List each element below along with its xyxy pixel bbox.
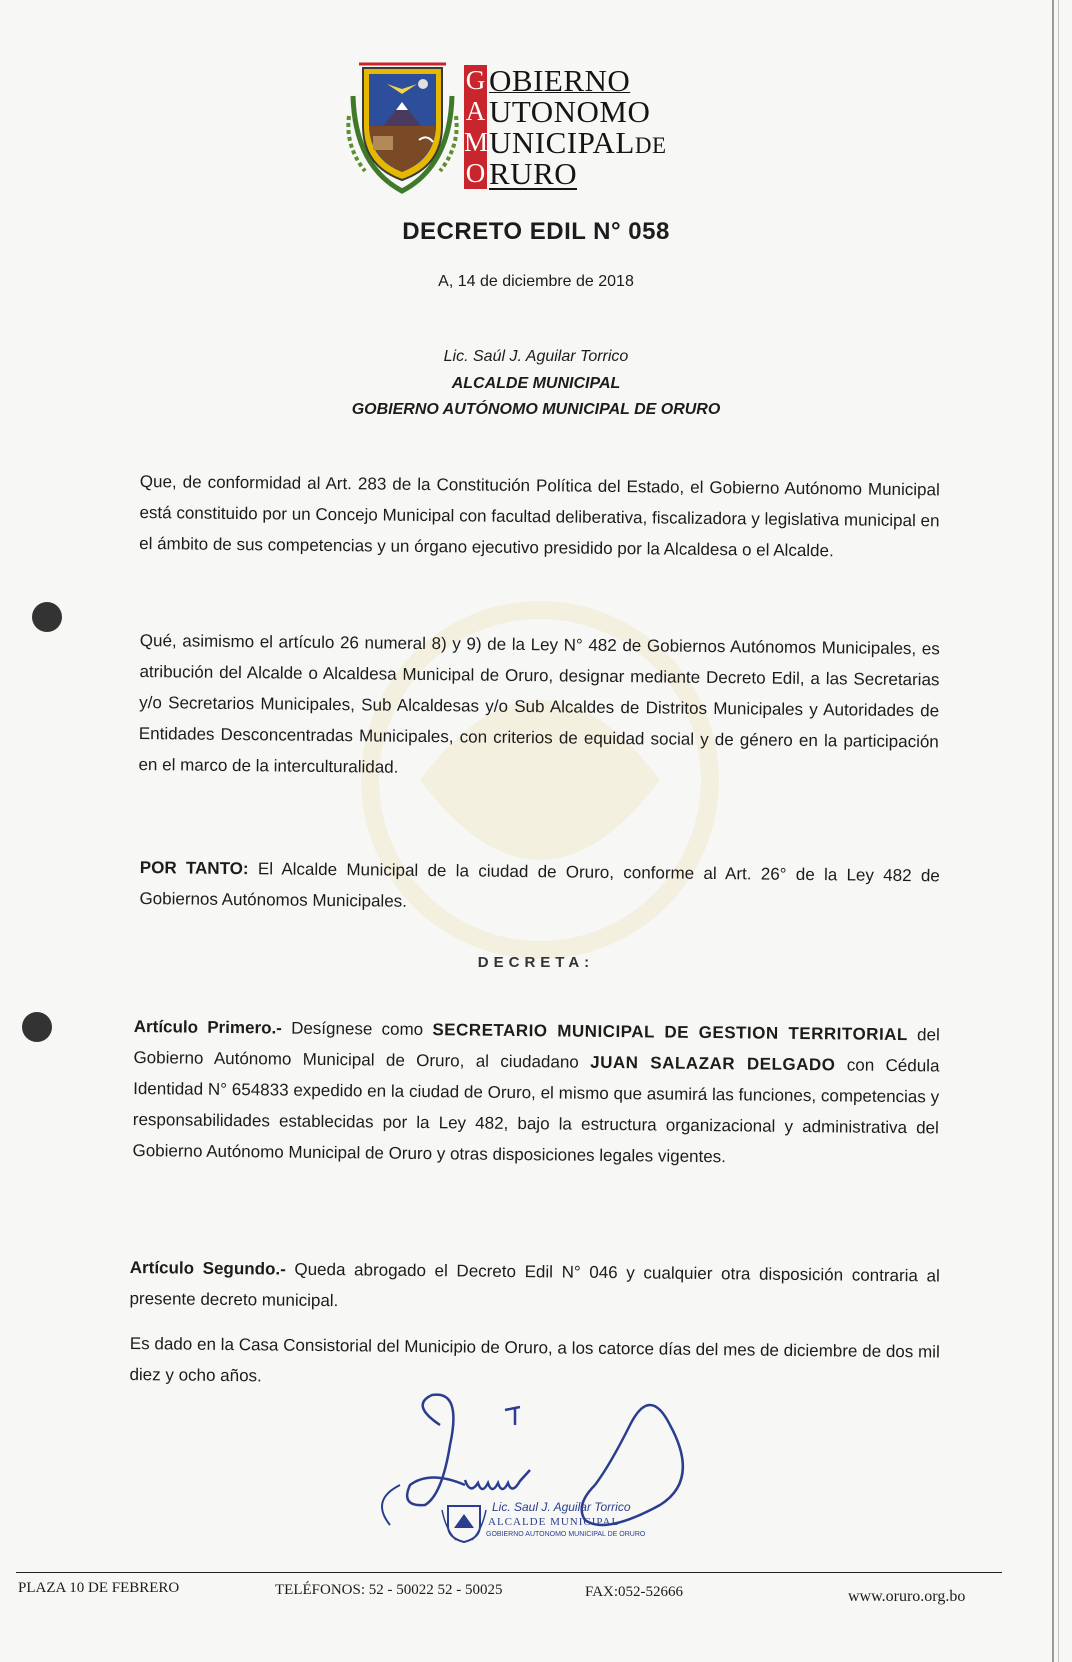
- issuer-role: ALCALDE MUNICIPAL: [451, 375, 621, 392]
- decree-date: A, 14 de diciembre de 2018: [438, 273, 634, 290]
- appointee-name: JUAN SALAZAR DELGADO: [590, 1052, 836, 1075]
- article-second: Artículo Segundo.- Queda abrogado el Decreto Edil N° 046 y cualquier otra disposición contraria al presente decreto municipal.: [129, 1257, 940, 1311]
- decreta-heading: DECRETA:: [477, 954, 595, 971]
- decree-title: DECRETO EDIL N° 058: [402, 218, 670, 245]
- page-edge: [1052, 0, 1054, 1662]
- closing-paragraph: Es dado en la Casa Consistorial del Municipio de Oruro, a los catorce días del mes de diciembre de dos mil diez y ocho años.: [129, 1333, 940, 1386]
- coat-of-arms-icon: [335, 56, 470, 196]
- word-oruro: RURO: [489, 156, 578, 191]
- initial-letter: A: [465, 96, 486, 126]
- word-autonomo: UTONOMO: [489, 94, 651, 129]
- initial-letter: G: [465, 65, 486, 95]
- word-gobierno: OBIERNO: [489, 63, 631, 98]
- footer-fax: FAX:052-52666: [585, 1584, 684, 1600]
- footer-address: PLAZA 10 DE FEBRERO: [18, 1580, 180, 1596]
- initial-letter: M: [464, 127, 489, 157]
- official-stamp: [440, 1500, 646, 1560]
- stamp-name: Lic. Saul J. Aguilar Torrico: [492, 1500, 631, 1514]
- paragraph-por-tanto: POR TANTO: El Alcalde Municipal de la ciudad de Oruro, conforme al Art. 26° de la Ley 482 de Gobiernos Autónomos Municipales.: [139, 857, 940, 911]
- stamp-org: GOBIERNO AUTONOMO MUNICIPAL DE ORURO: [486, 1531, 646, 1538]
- stamp-role: ALCALDE MUNICIPAL: [488, 1516, 620, 1528]
- page-edge-shadow: [1058, 0, 1059, 1662]
- word-municipal: UNICIPALDE: [489, 125, 667, 160]
- initial-letter: O: [465, 158, 486, 188]
- paragraph-considerando-1: Que, de conformidad al Art. 283 de la Constitución Política del Estado, el Gobierno Autónomo Municipal está constituido por un Concejo Municipal con facultad deliberativa, fiscalizadora y legislativa municipal en el ámbito de sus competencias y un órgano ejecutivo presidido por la Alcaldesa o el Alcalde.: [139, 471, 940, 561]
- punch-hole: [32, 602, 62, 632]
- article-second-label: Artículo Segundo.-: [129, 1257, 286, 1279]
- punch-hole: [22, 1012, 52, 1042]
- por-tanto-label: POR TANTO:: [139, 857, 249, 879]
- footer-divider: [16, 1572, 1002, 1573]
- footer-website: www.oruro.org.bo: [848, 1588, 966, 1605]
- appointed-post: SECRETARIO MUNICIPAL DE GESTION TERRITORIAL: [432, 1020, 908, 1045]
- issuer-name: Lic. Saúl J. Aguilar Torrico: [443, 348, 629, 365]
- footer-phones: TELÉFONOS: 52 - 50022 52 - 50025: [275, 1582, 503, 1598]
- institution-name: [489, 65, 667, 189]
- stamp-crest-icon: [440, 1500, 488, 1544]
- article-first-label: Artículo Primero.-: [133, 1016, 283, 1038]
- letterhead: [335, 56, 735, 196]
- article-first: Artículo Primero.- Desígnese como SECRETARIO MUNICIPAL DE GESTION TERRITORIAL del Gobierno Autónomo Municipal de Oruro, al ciudadano JUAN SALAZAR DELGADO con Cédula Identidad N° 654833 expedido en la ciudad de Oruro, el mismo que asumirá las funciones, competencias y responsabilidades establecidas por la Ley 482, bajo la estructura organizacional y administrativa del Gobierno Autónomo Municipal de Oruro y otras disposiciones legales vigentes.: [132, 1016, 940, 1167]
- red-initials: [464, 65, 487, 189]
- paragraph-considerando-2: Qué, asimismo el artículo 26 numeral 8) y 9) de la Ley N° 482 de Gobiernos Autónomos Municipales, es atribución del Alcalde o Alcaldesa Municipal de Oruro, designar mediante Decreto Edil, a las Secretarias y/o Secretarios Municipales, Sub Alcaldesas y/o Sub Alcaldes de Distritos Municipales y Autoridades de Entidades Desconcentradas Municipales, con criterios de equidad social y de género en la participación en el marco de la interculturalidad.: [138, 630, 940, 777]
- issuer-org: GOBIERNO AUTÓNOMO MUNICIPAL DE ORURO: [351, 401, 721, 418]
